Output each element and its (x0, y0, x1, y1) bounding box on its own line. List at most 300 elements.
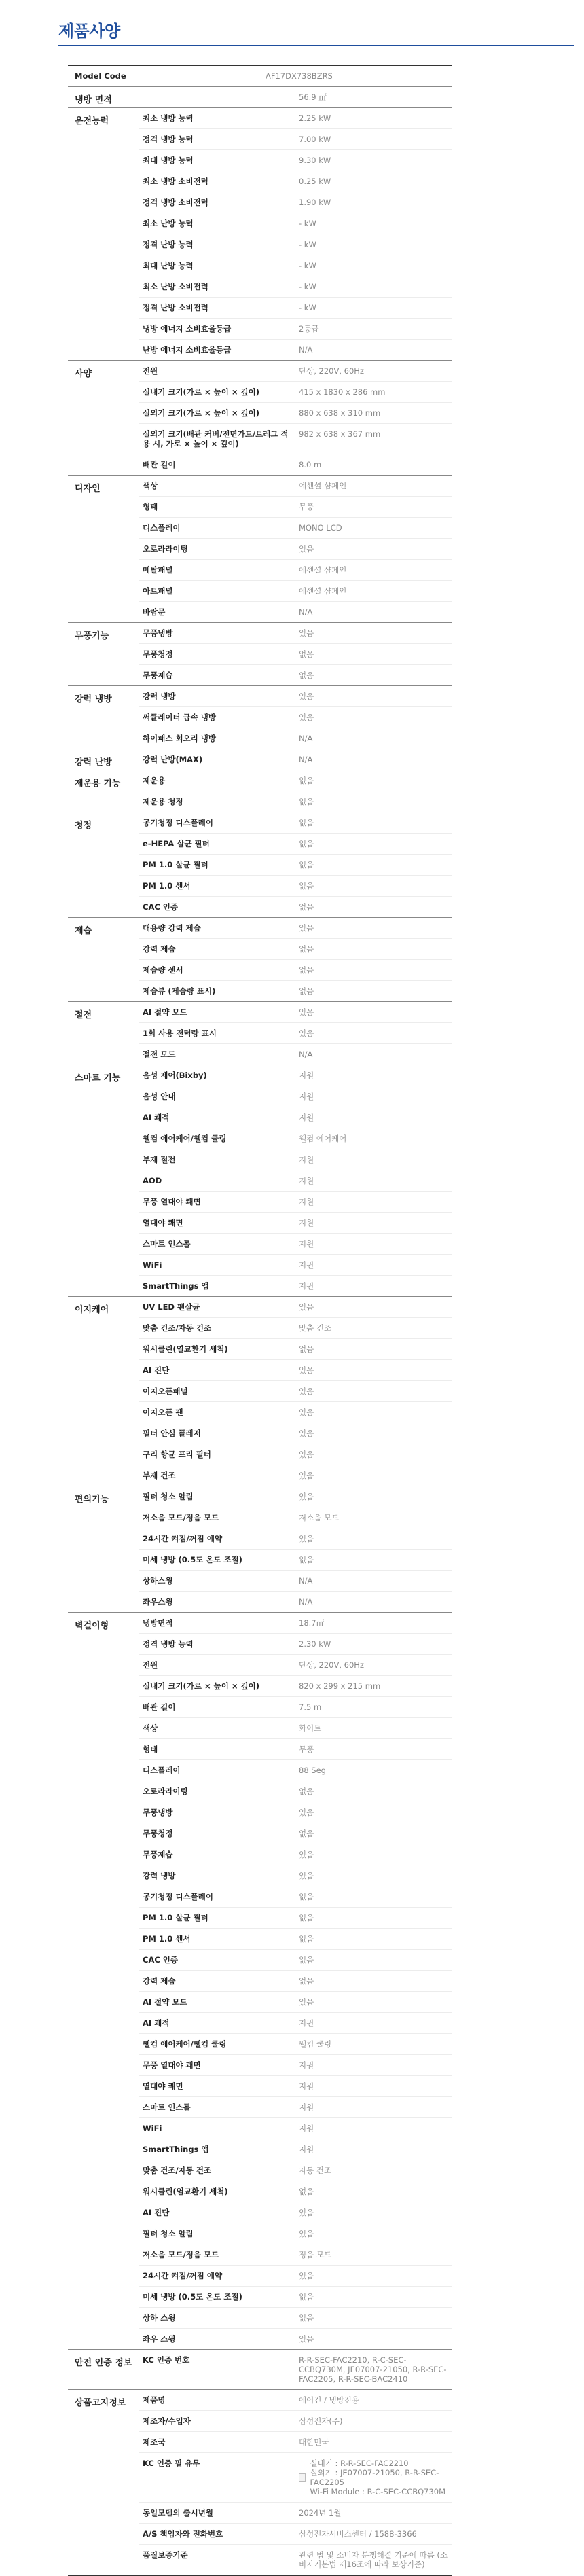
spec-row-label: 실외기 크기(가로 × 높이 × 깊이) (143, 408, 259, 418)
spec-row (139, 791, 452, 812)
spec-row-value: 2.30 kW (299, 1639, 331, 1649)
spec-row (139, 1633, 452, 1654)
spec-group (68, 107, 452, 360)
spec-row (139, 2523, 452, 2544)
spec-row-label: 전원 (143, 1660, 158, 1670)
spec-row (139, 2012, 452, 2033)
spec-row (139, 2390, 452, 2410)
spec-group-label: 벽걸이형 (75, 1621, 109, 1631)
spec-row (139, 2181, 452, 2202)
spec-group-label: 청정 (75, 821, 92, 831)
spec-row-label: 하이패스 회오리 냉방 (143, 734, 216, 743)
spec-row (139, 1865, 452, 1886)
spec-row-label: KC 인증 필 유무 (143, 2458, 200, 2468)
spec-row (139, 1970, 452, 1991)
spec-row-value: 있음 (299, 1492, 314, 1501)
spec-row-label: 냉방면적 (143, 1618, 173, 1628)
spec-row (139, 476, 452, 496)
spec-row (139, 149, 452, 171)
spec-row (139, 1696, 452, 1717)
spec-group (68, 1001, 452, 1065)
spec-row-label: 최소 난방 능력 (143, 219, 194, 228)
spec-row-value: 맞춤 건조 (299, 1323, 332, 1333)
spec-row-label: 미세 냉방 (0.5도 온도 조절) (143, 1555, 242, 1564)
spec-row (139, 1486, 452, 1507)
spec-row-value: 있음 (299, 923, 314, 933)
spec-row (139, 1759, 452, 1781)
spec-row (139, 643, 452, 664)
spec-row (139, 255, 452, 276)
spec-row-label: AI 쾌적 (143, 1113, 170, 1122)
spec-row (139, 1528, 452, 1549)
spec-row-label: 강력 제습 (143, 1976, 176, 1986)
spec-group-label: 강력 난방 (75, 757, 112, 768)
spec-row (139, 2544, 452, 2575)
spec-group (68, 749, 452, 770)
spec-row (139, 1401, 452, 1423)
spec-row-value: 7.00 kW (299, 135, 331, 144)
spec-row-value: 없음 (299, 649, 314, 659)
spec-row-value: 없음 (299, 1955, 314, 1965)
spec-row-value: 지원 (299, 1218, 314, 1228)
spec-row (139, 770, 452, 791)
spec-row (139, 2160, 452, 2181)
spec-row (139, 875, 452, 896)
spec-row-value: 저소음 모드 (299, 1513, 340, 1522)
spec-row-value: 에센셜 샴페인 (299, 565, 347, 575)
spec-row-value: AF17DX738BZRS (266, 71, 333, 81)
spec-row (139, 1022, 452, 1043)
spec-row (139, 1212, 452, 1233)
spec-group (68, 770, 452, 812)
spec-row (139, 959, 452, 980)
spec-row-value: 에센셜 샴페인 (299, 586, 347, 596)
spec-row (139, 1613, 452, 1633)
spec-row-label: e-HEPA 살균 필터 (143, 839, 210, 848)
spec-row-label: 배관 길이 (143, 1702, 176, 1712)
spec-row-label: Model Code (75, 71, 126, 81)
spec-group (68, 475, 452, 622)
spec-row-label: 음성 안내 (143, 1092, 176, 1101)
spec-row-label: 부재 절전 (143, 1155, 176, 1164)
spec-row-value: 지원 (299, 1071, 314, 1080)
spec-row-label: PM 1.0 센서 (143, 881, 191, 891)
spec-row (139, 2033, 452, 2054)
spec-row (139, 728, 452, 749)
spec-row-label: 상하 스윙 (143, 2313, 176, 2323)
spec-row-value: N/A (299, 734, 313, 743)
spec-row-label: 제운용 (143, 776, 166, 785)
spec-row-value: 없음 (299, 1829, 314, 1838)
spec-row-value: - kW (299, 219, 316, 228)
spec-row-label: 저소음 모드/정음 모드 (143, 1513, 219, 1522)
spec-row (139, 1128, 452, 1149)
spec-row-value: 없음 (299, 902, 314, 912)
spec-row-label: WiFi (143, 1260, 162, 1270)
spec-row-value: 있음 (299, 1365, 314, 1375)
spec-row-label: 무풍청정 (143, 1829, 173, 1838)
spec-row-label: 정격 난방 소비전력 (143, 303, 208, 312)
spec-row (139, 2502, 452, 2523)
spec-group (68, 1065, 452, 1296)
spec-row-value: 무풍 (299, 1745, 314, 1754)
spec-row-value: 관련 법 및 소비자 분쟁해결 기준에 따름 (소비자기본법 제16조에 따라 보상기준) (299, 2550, 448, 2569)
spec-row (139, 1275, 452, 1296)
spec-row-label: AOD (143, 1176, 162, 1185)
spec-row-value: 있음 (299, 692, 314, 701)
spec-row-label: 제운용 청정 (143, 797, 183, 806)
spec-group-label: 상품고지정보 (75, 2398, 126, 2408)
spec-row-label: 제습뷰 (제습량 표시) (143, 986, 216, 996)
spec-group-label: 사양 (75, 369, 92, 379)
spec-row-label: 강력 제습 (143, 944, 176, 954)
spec-row-label: 무풍 열대야 쾌면 (143, 2060, 201, 2070)
spec-row-label: 절전 모드 (143, 1050, 176, 1059)
spec-row (139, 87, 452, 107)
spec-row-label: 난방 에너지 소비효율등급 (143, 345, 232, 355)
spec-row-label: 실내기 크기(가로 × 높이 × 깊이) (143, 387, 259, 397)
spec-group-label: 편의기능 (75, 1495, 109, 1505)
spec-row (139, 2202, 452, 2223)
spec-row (139, 664, 452, 685)
spec-row (139, 213, 452, 234)
spec-row (139, 2054, 452, 2075)
spec-row-label: 무풍제습 (143, 1850, 173, 1859)
spec-row-label: WiFi (143, 2124, 162, 2133)
spec-row-value: N/A (299, 345, 313, 355)
spec-group-label: 스마트 기능 (75, 1073, 121, 1084)
spec-row (139, 980, 452, 1001)
spec-row-value: 지원 (299, 2103, 314, 2112)
spec-row (139, 2452, 452, 2502)
spec-row-value: 없음 (299, 944, 314, 954)
spec-row-value: 지원 (299, 1239, 314, 1249)
spec-row-value: 56.9 ㎡ (299, 92, 327, 102)
spec-row-value: 에센셜 샴페인 (299, 481, 347, 490)
spec-row-value: 단상, 220V, 60Hz (299, 1660, 364, 1670)
spec-group (68, 917, 452, 1001)
spec-row-value: 없음 (299, 1892, 314, 1901)
spec-row-value: 있음 (299, 1850, 314, 1859)
spec-row-value: 없음 (299, 839, 314, 848)
spec-row-value: 에어컨 / 냉방전용 (299, 2395, 359, 2405)
spec-row (139, 297, 452, 318)
spec-row (139, 812, 452, 833)
spec-row (139, 2117, 452, 2139)
spec-row-label: 제조국 (143, 2437, 166, 2447)
spec-row-label: 바람문 (143, 607, 166, 617)
spec-row (139, 1254, 452, 1275)
spec-group (68, 2349, 452, 2389)
spec-row (139, 601, 452, 622)
spec-row (139, 1297, 452, 1317)
spec-row-value: 삼성전자(주) (299, 2416, 343, 2426)
spec-row-label: 무풍 열대야 쾌면 (143, 1197, 201, 1206)
spec-row (139, 381, 452, 402)
spec-row-label: 아트패널 (143, 586, 173, 596)
spec-row-value: 있음 (299, 1808, 314, 1817)
spec-row-label: 색상 (143, 1723, 158, 1733)
spec-row-value: 있음 (299, 2208, 314, 2217)
spec-row-value: 지원 (299, 1155, 314, 1164)
spec-row-value: N/A (299, 1597, 313, 1607)
spec-row (139, 1654, 452, 1675)
spec-row-label: 이지오픈 팬 (143, 1408, 183, 1417)
spec-row-value: 2등급 (299, 324, 319, 334)
spec-group (68, 360, 452, 475)
spec-row (139, 1191, 452, 1212)
spec-row (139, 896, 452, 917)
spec-row-value: 대한민국 (299, 2437, 329, 2447)
spec-row-label: 최대 냉방 능력 (143, 156, 194, 165)
spec-row (139, 1591, 452, 1612)
spec-row-label: AI 진단 (143, 2208, 170, 2217)
spec-row (139, 2286, 452, 2307)
spec-row-label: 구리 항균 프리 필터 (143, 1450, 211, 1459)
spec-row-label: 24시간 켜짐/꺼짐 예약 (143, 1534, 223, 1543)
spec-row (139, 1359, 452, 1380)
spec-row-label: AI 절약 모드 (143, 1007, 187, 1017)
spec-group-label: 디자인 (75, 484, 101, 494)
spec-row (139, 496, 452, 517)
spec-row-label: 전원 (143, 366, 158, 376)
spec-row-label: 형태 (143, 1745, 158, 1754)
spec-group-label: 운전능력 (75, 116, 109, 126)
spec-row-value: 있음 (299, 1534, 314, 1543)
spec-row-label: 필터 안심 플레저 (143, 1429, 201, 1438)
spec-row-value: 웰컴 쿨링 (299, 2039, 332, 2049)
spec-row (139, 1444, 452, 1465)
spec-row (139, 192, 452, 213)
spec-row-value: 있음 (299, 1302, 314, 1312)
spec-row-label: PM 1.0 센서 (143, 1934, 191, 1944)
kc-mark-icon (299, 2473, 306, 2482)
spec-row (139, 1380, 452, 1401)
spec-row-label: 형태 (143, 502, 158, 512)
spec-row-label: 제조자/수입자 (143, 2416, 191, 2426)
spec-row-value: 있음 (299, 1429, 314, 1438)
spec-row (139, 1149, 452, 1170)
spec-group (68, 1296, 452, 1486)
spec-row-value: 지원 (299, 1176, 314, 1185)
spec-row (139, 128, 452, 149)
spec-row (139, 234, 452, 255)
spec-row-label: 맞춤 건조/자동 건조 (143, 2166, 212, 2175)
spec-row (139, 623, 452, 643)
spec-row-label: 좌우 스윙 (143, 2334, 176, 2344)
spec-row (139, 402, 452, 423)
spec-row-label: 필터 청소 알림 (143, 1492, 194, 1501)
spec-row (139, 1423, 452, 1444)
spec-row (139, 2075, 452, 2096)
spec-row-value: 없음 (299, 986, 314, 996)
spec-row (139, 2307, 452, 2328)
spec-row (139, 833, 452, 854)
spec-row-value: 지원 (299, 2060, 314, 2070)
spec-row (139, 1465, 452, 1486)
spec-row (139, 1991, 452, 2012)
spec-row-value: 지원 (299, 1281, 314, 1291)
spec-row (139, 361, 452, 381)
spec-row-label: 실외기 크기(배관 커버/전면가드/트레그 적용 시, 가로 × 높이 × 깊이) (143, 429, 289, 448)
spec-row (139, 1170, 452, 1191)
spec-row-value: 없음 (299, 860, 314, 870)
spec-row-label: 최대 난방 능력 (143, 261, 194, 270)
spec-row-value: 없음 (299, 1913, 314, 1922)
spec-row-value: 없음 (299, 881, 314, 891)
spec-row (139, 1549, 452, 1570)
spec-row-value: 없음 (299, 1344, 314, 1354)
spec-row-value: 단상, 220V, 60Hz (299, 366, 364, 376)
spec-row-label: 정격 난방 능력 (143, 240, 194, 249)
spec-row-label: 스마트 인스톨 (143, 2103, 191, 2112)
spec-row-value: 18.7㎡ (299, 1618, 325, 1628)
spec-row (139, 276, 452, 297)
spec-row-value: MONO LCD (299, 523, 342, 533)
spec-group (68, 66, 452, 86)
spec-row (139, 1823, 452, 1844)
spec-row-value: 없음 (299, 1787, 314, 1796)
spec-row (139, 1844, 452, 1865)
spec-row (139, 1675, 452, 1696)
spec-row (139, 108, 452, 128)
spec-group (68, 86, 452, 107)
spec-row-label: UV LED 팬살균 (143, 1302, 200, 1312)
spec-group-label: 냉방 면적 (75, 95, 112, 105)
spec-group (68, 2389, 452, 2575)
spec-row (139, 1317, 452, 1338)
spec-row-value: 없음 (299, 2313, 314, 2323)
spec-row (139, 1738, 452, 1759)
spec-row-value: N/A (299, 607, 313, 617)
spec-row-label: 필터 청소 알림 (143, 2229, 194, 2238)
spec-row-value: 있음 (299, 2229, 314, 2238)
spec-row (139, 2139, 452, 2160)
spec-row-value: 지원 (299, 1113, 314, 1122)
spec-group (68, 685, 452, 749)
spec-row (139, 1233, 452, 1254)
spec-row-value: 있음 (299, 1007, 314, 1017)
spec-row-label: AI 쾌적 (143, 2018, 170, 2028)
spec-row-label: 워시클린(열교환기 세척) (143, 2187, 228, 2196)
spec-row-value: 없음 (299, 1934, 314, 1944)
spec-row-label: 1회 사용 전력량 표시 (143, 1028, 217, 1038)
spec-row-label: 색상 (143, 481, 158, 490)
spec-row-value: 820 x 299 x 215 mm (299, 1681, 381, 1691)
spec-row (139, 171, 452, 192)
spec-group-label: 무풍기능 (75, 631, 109, 641)
spec-row-value: 정음 모드 (299, 2250, 332, 2259)
spec-row-label: 최소 냉방 소비전력 (143, 177, 208, 186)
spec-row-label: 메탈패널 (143, 565, 173, 575)
spec-row-label: 공기청정 디스플레이 (143, 1892, 213, 1901)
spec-row (139, 2244, 452, 2265)
spec-row-value: 화이트 (299, 1723, 322, 1733)
spec-row-value: 있음 (299, 2271, 314, 2280)
spec-row-value: 7.5 m (299, 1702, 322, 1712)
spec-row-value: - kW (299, 261, 316, 270)
spec-row-label: 동일모델의 출시년월 (143, 2508, 213, 2518)
spec-row-label: 무풍제습 (143, 670, 173, 680)
spec-row-label: 제습량 센서 (143, 965, 183, 975)
spec-row-label: 저소음 모드/정음 모드 (143, 2250, 219, 2259)
page-title: 제품사양 (58, 22, 120, 41)
spec-row-label: 정격 냉방 소비전력 (143, 198, 208, 207)
spec-row-label: 열대야 쾌면 (143, 1218, 183, 1228)
spec-row-value: 있음 (299, 544, 314, 554)
spec-group-label: 제습 (75, 926, 92, 936)
spec-row-value: 있음 (299, 628, 314, 638)
spec-row (139, 938, 452, 959)
spec-row-value: 88 Seg (299, 1766, 326, 1775)
spec-row-label: 강력 냉방 (143, 1871, 176, 1880)
spec-row-value: 웰컴 에어케어 (299, 1134, 347, 1143)
spec-row-value: 0.25 kW (299, 177, 331, 186)
spec-row-value: 2.25 kW (299, 113, 331, 123)
spec-row-label: 공기청정 디스플레이 (143, 818, 213, 827)
spec-row-value: 지원 (299, 2081, 314, 2091)
spec-row-value: 지원 (299, 1197, 314, 1206)
spec-row (139, 1802, 452, 1823)
spec-row-label: 디스플레이 (143, 1766, 181, 1775)
spec-group (68, 1486, 452, 1612)
spec-row-label: SmartThings 앱 (143, 1281, 209, 1291)
spec-row-value: 8.0 m (299, 460, 322, 469)
spec-row (139, 1507, 452, 1528)
spec-row (139, 1949, 452, 1970)
spec-row (139, 559, 452, 580)
spec-row-label: 상하스윙 (143, 1576, 173, 1586)
spec-row-value: 없음 (299, 2292, 314, 2302)
spec-row-label: 미세 냉방 (0.5도 온도 조절) (143, 2292, 242, 2302)
spec-row-value: 있음 (299, 1028, 314, 1038)
spec-row-value: 지원 (299, 2018, 314, 2028)
spec-row-value: 1.90 kW (299, 198, 331, 207)
spec-row (139, 1043, 452, 1065)
spec-row-value: 있음 (299, 1450, 314, 1459)
spec-row-value: 있음 (299, 713, 314, 722)
spec-row-label: 무풍냉방 (143, 628, 173, 638)
spec-row-value: 415 x 1830 x 286 mm (299, 387, 386, 397)
spec-row-value: 있음 (299, 2334, 314, 2344)
spec-row-label: 워시클린(열교환기 세척) (143, 1344, 228, 1354)
spec-row-value: 있음 (299, 1387, 314, 1396)
spec-row (139, 1781, 452, 1802)
spec-row-value: 있음 (299, 1997, 314, 2007)
spec-row-label: AI 진단 (143, 1365, 170, 1375)
spec-row-value: 지원 (299, 2124, 314, 2133)
spec-row-value: 없음 (299, 818, 314, 827)
spec-row (139, 423, 452, 454)
spec-row (139, 854, 452, 875)
spec-row-label: 써큘레이터 급속 냉방 (143, 713, 216, 722)
spec-row-label: 오로라라이팅 (143, 1787, 188, 1796)
spec-row (139, 580, 452, 601)
spec-row-label: 좌우스윙 (143, 1597, 173, 1607)
spec-row-label: 24시간 켜짐/꺼짐 예약 (143, 2271, 223, 2280)
spec-row (139, 2223, 452, 2244)
spec-group-label: 안전 인증 정보 (75, 2358, 132, 2368)
spec-row-value: 자동 건조 (299, 2166, 332, 2175)
spec-row (139, 1717, 452, 1738)
spec-row (139, 1907, 452, 1928)
spec-row-label: 정격 냉방 능력 (143, 1639, 194, 1649)
spec-row-value: 있음 (299, 1471, 314, 1480)
spec-row-value: - kW (299, 282, 316, 291)
spec-row-value (295, 2453, 452, 2502)
spec-group-label: 절전 (75, 1010, 92, 1020)
spec-row-value: N/A (299, 755, 313, 764)
